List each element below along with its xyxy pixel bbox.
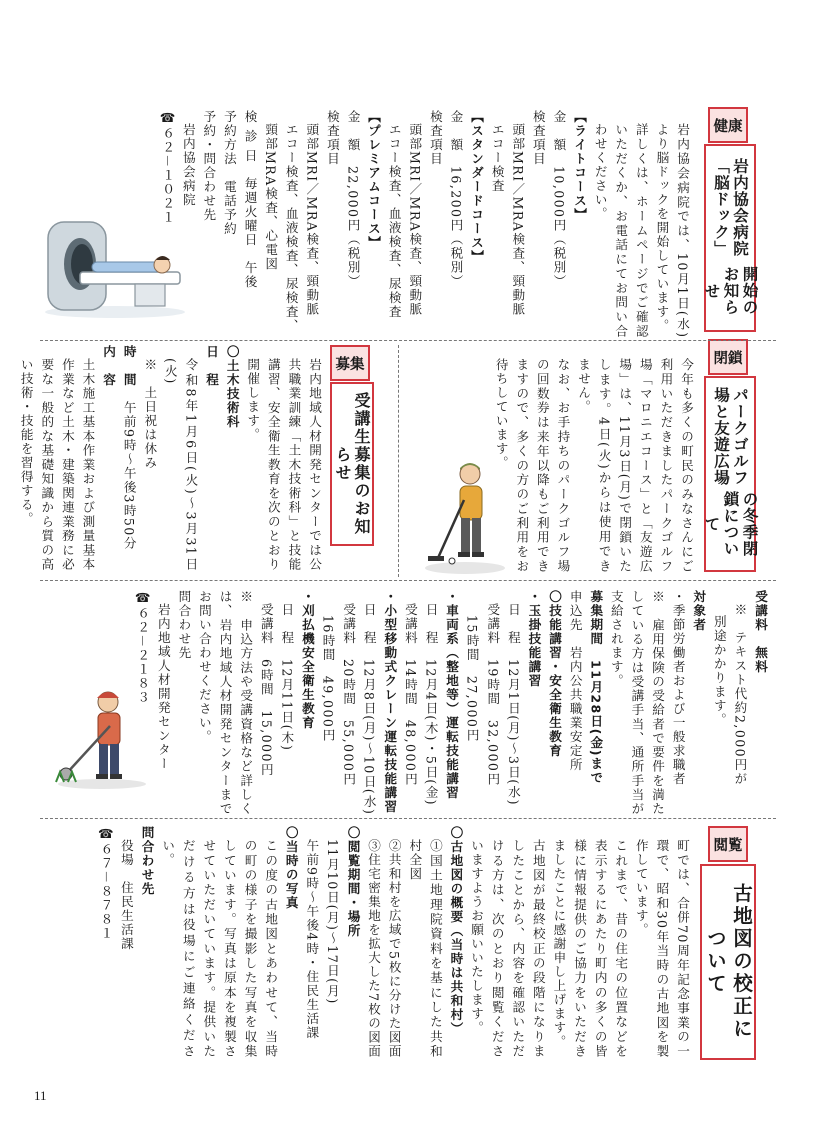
map-contact-name: 役場 住民生活課 xyxy=(118,838,134,951)
health-lite-heading: 【ライトコース】 xyxy=(572,110,588,222)
park-golf-player-illustration xyxy=(420,460,510,576)
health-lite-items-2: エコー検査 xyxy=(489,122,505,193)
recruit-vehicle-date: 日 程 12月4日(木)・5日(金) xyxy=(423,602,439,806)
recruit-content-label: 内 容 xyxy=(101,345,117,387)
map-photo-body: この度の古地図とあわせて、当時の町の様子を撮影した写真を収集しています。写真は原本を複製させていただいています。提供いただける方は役場にご連絡ください。 xyxy=(160,838,279,1058)
mri-scanner-illustration xyxy=(40,212,190,320)
recruit-body-left xyxy=(18,345,324,571)
health-std-items-label: 検査項目 xyxy=(427,110,443,166)
recruit-skills-heading: 〇技能講習・安全衛生教育 xyxy=(547,590,563,758)
recruit-contact-name: 岩内地域人材開発センター xyxy=(155,602,171,771)
recruit-tama-heading: ・玉掛技能講習 xyxy=(526,590,542,688)
map-overview-3: ③住宅密集地を拡大した7枚の図面 xyxy=(366,838,382,1059)
health-premium-items-2: エコー検査、血液検査、尿検査、 xyxy=(283,122,299,333)
health-title-line1: 岩内協会病院「脳ドック」 xyxy=(712,157,749,257)
recruit-target-label: 対象者 xyxy=(691,590,707,632)
map-period-2: 午前9時～午後4時・住民生活課 xyxy=(304,838,320,1040)
map-title: 古地図の校正について xyxy=(700,864,756,1060)
map-body xyxy=(98,826,692,1059)
health-std-price: 金 額 16,200円（税別） xyxy=(448,110,464,289)
recruit-intro: 岩内地域人材開発センターでは公共職業訓練「土木技術科」と技能講習、安全衛生教育を次のとおり開催します。 xyxy=(245,357,322,571)
recruit-target-note: ※ 雇用保険の受給者で要件を満たしている方は受講手当、通所手当が支給されます。 xyxy=(608,590,666,816)
recruit-fee-note-2: 別途かかります。 xyxy=(711,615,727,728)
health-lite-items-label: 検査項目 xyxy=(530,110,546,166)
recruit-time-label: 時 間 午前9時～午後3時50分 xyxy=(121,345,137,551)
health-premium-heading: 【プレミアムコース】 xyxy=(366,110,382,250)
health-reserve: 予約方法 電話予約 xyxy=(221,110,237,236)
recruit-fee: 受講料 無料 xyxy=(753,590,768,674)
health-premium-items-label: 検査項目 xyxy=(324,110,340,166)
recruit-schedule-value: 令和8年1月6日(火)～3月31日(火) xyxy=(162,357,199,571)
map-overview-2: ②共和村を広域で5枚に分けた図面 xyxy=(386,838,402,1059)
recruit-crane-heading: ・小型移動式クレーン運転技能講習 xyxy=(382,590,398,814)
map-overview-1: ①国土地理院資料を基にした共和村全図 xyxy=(407,838,443,1058)
recruit-content-value: 土木施工基本作業および測量基本作業など土木・建築関連業務に必要な一般的な基礎知識から質の高い技術・技能を習得する。 xyxy=(18,357,96,571)
recruit-tama-fee: 受講料 19時間 32,000円 xyxy=(485,602,501,786)
map-contact-tel: ☎６７－８７８１ xyxy=(98,826,114,941)
recruit-contact-label: 問合わせ先 xyxy=(176,590,192,660)
map-body-1: 町では、合併70周年記念事業の一環で、昭和30年当時の古地図を製作しています。 xyxy=(633,838,690,1058)
park-title-line1: パークゴルフ場と友遊広場 xyxy=(712,386,749,486)
recruit-tama-fee2: 15時間 27,000円 xyxy=(464,615,480,743)
recruit-mower-date: 日 程 12月11日(木) xyxy=(279,602,295,751)
divider-park-bottom xyxy=(40,580,776,581)
health-intro2: 詳しくは、ホームページでご確認いただくか、お電話にてお問い合わせください。 xyxy=(592,122,649,338)
recruit-notes: ※ 申込方法や受講資格など詳しくは、岩内地域人材開発センターまでお問い合わせください。 xyxy=(196,590,254,816)
health-premium-price: 金 額 22,000円（税別） xyxy=(345,110,361,289)
health-std-items-2: エコー検査、血液検査、尿検査 xyxy=(386,122,402,319)
health-premium-items-1: 頭部MRI／MRA検査、頸動脈 xyxy=(304,122,320,316)
health-title xyxy=(702,144,759,332)
section-tag-park: 閉鎖 xyxy=(708,339,748,375)
park-body-1: 今年も多くの町民のみなさんにご利用いただきましたパークゴルフ場「マロニエコース」と「友遊広場」は、11月3日(月)で閉鎖いたします。4日(火)からは使用できません。 xyxy=(576,357,694,573)
section-tag-recruit: 募集 xyxy=(330,345,370,381)
recruit-vehicle-heading: ・車両系（整地等）運転技能講習 xyxy=(444,590,460,800)
park-body-2: なお、お手持ちのパークゴルフ場の回数券は来年以降もご利用できますので、多くの方のご利用をお待ちしています。 xyxy=(493,357,571,573)
divider-health-bottom xyxy=(40,340,776,341)
map-contact-label: 問合わせ先 xyxy=(139,826,155,896)
recruit-schedule-note: ※ 土日祝は休み xyxy=(142,357,158,470)
map-body-3: 古地図が最終校正の段階になりましたことから、内容を確認いただける方は、次のとおり閲覧くださいますようお願いいたします。 xyxy=(469,838,546,1058)
health-exam-day: 検 診 日 毎週火曜日 午後 xyxy=(242,110,258,289)
brush-cutter-worker-illustration xyxy=(52,686,152,790)
map-period-1: 11月10日(月)～17日(月) xyxy=(324,838,340,1005)
recruit-crane-fee: 受講料 20時間 55,000円 xyxy=(341,602,357,786)
recruit-tama-date: 日 程 12月1日(月)～3日(水) xyxy=(505,602,521,806)
health-contact-name: 岩内協会病院 xyxy=(180,122,196,207)
health-body xyxy=(160,110,692,338)
map-photo-heading: 〇当時の写真 xyxy=(283,826,299,910)
park-body xyxy=(493,345,696,573)
health-lite-items-1: 頭部MRI／MRA検査、頸動脈 xyxy=(510,122,526,316)
health-intro: 岩内協会病院では、10月1日(水)より脳ドックを開始しています。 xyxy=(654,122,690,338)
recruit-body-right xyxy=(135,590,770,816)
recruit-fee-note-1: ※ テキスト代約2,000円が xyxy=(732,602,748,786)
health-contact-label: 予約・問合わせ先 xyxy=(201,110,217,222)
health-lite-price: 金 額 10,000円（税別） xyxy=(551,110,567,289)
recruit-schedule-label: 日 程 xyxy=(204,345,220,387)
health-premium-items-3: 頸部MRA検査、心電図 xyxy=(263,122,279,271)
map-period-heading: 〇閲覧期間・場所 xyxy=(345,826,361,938)
divider-park-recruit xyxy=(398,345,399,577)
health-std-heading: 【スタンダードコース】 xyxy=(469,110,485,264)
recruit-mower-fee: 受講料 6時間 15,000円 xyxy=(258,602,274,777)
map-overview-heading: 〇古地図の概要（当時は共和村） xyxy=(448,826,464,1036)
recruit-target-1: ・季節労働者および一般求職者 xyxy=(670,590,686,786)
recruit-mower-heading: ・刈払機安全衛生教育 xyxy=(299,590,315,730)
recruit-apply: 申込先 岩内公共職業安定所 xyxy=(567,590,583,772)
recruit-crane-fee2: 16時間 49,000円 xyxy=(320,615,336,743)
health-contact-tel: ☎６２－１０２１ xyxy=(160,110,176,225)
recruit-vehicle-fee: 受講料 14時間 48,000円 xyxy=(402,602,418,786)
park-title-line2: の冬季閉鎖について xyxy=(702,491,759,558)
recruit-course-heading: 〇土木技術科 xyxy=(224,345,240,429)
park-title xyxy=(702,376,759,572)
section-tag-health: 健康 xyxy=(708,107,748,143)
health-title-line2: 開始のお知らせ xyxy=(702,266,759,316)
recruit-title: 受講生募集のお知らせ xyxy=(330,382,374,546)
recruit-period: 募集期間 11月28日(金)まで xyxy=(588,590,604,785)
recruit-crane-date: 日 程 12月8日(月)～10日(水) xyxy=(361,602,377,815)
page-number: 11 xyxy=(34,1088,47,1103)
health-std-items-1: 頭部MRI／MRA検査、頸動脈 xyxy=(407,122,423,316)
map-body-2: これまで、昔の住宅の位置などを表示するにあたり町内の多くの皆様に情報提供のご協力をいただきましたことに感謝申し上げます。 xyxy=(551,838,629,1058)
divider-recruit-bottom xyxy=(40,818,776,819)
recruit-contact-tel: ☎６２－２１８３ xyxy=(135,590,151,705)
section-tag-map: 閲覧 xyxy=(708,826,748,862)
